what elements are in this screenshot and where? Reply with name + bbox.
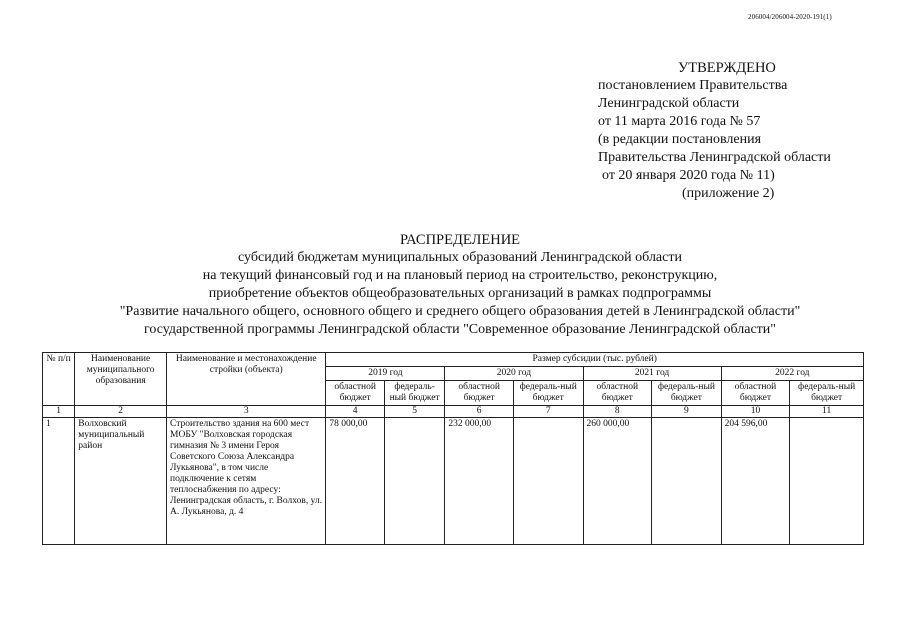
value-2022-regional: 204 596,00 (721, 418, 790, 545)
header-regional-budget: областной бюджет (326, 381, 384, 406)
subsidy-table (42, 352, 864, 545)
column-number: 2 (75, 406, 167, 418)
column-number: 11 (790, 406, 864, 418)
column-number: 6 (445, 406, 514, 418)
approval-line: Ленинградской области (598, 96, 740, 111)
header-year: 2022 год (721, 367, 863, 381)
row-municipality: Волховский муниципальный район (75, 418, 167, 545)
title-line: на текущий финансовый год и на плановый период на строительство, реконструкцию, (202, 268, 718, 283)
value-2021-regional: 260 000,00 (583, 418, 652, 545)
approval-line: (в редакции постановления (598, 132, 762, 147)
column-number: 4 (326, 406, 384, 418)
column-number: 1 (43, 406, 75, 418)
column-number: 10 (721, 406, 790, 418)
approval-line: постановлением Правительства (598, 78, 788, 93)
value-2019-regional: 78 000,00 (326, 418, 384, 545)
header-regional-budget: областной бюджет (721, 381, 790, 406)
document-title (60, 231, 860, 339)
approval-line: от 11 марта 2016 года № 57 (598, 114, 761, 129)
column-number: 7 (513, 406, 583, 418)
value-2021-federal (652, 418, 722, 545)
header-federal-budget: федераль-ный бюджет (790, 381, 864, 406)
value-2020-federal (513, 418, 583, 545)
row-object: Строительство здания на 600 мест МОБУ "Волховская городская гимназия № 3 имени Героя Советского Союза Александра Лукьянова", в том числе подключение к сетям теплоснабжения по адресу: Ленинградская область, г. Волхов, ул. А. Лукьянова, д. 4 (167, 418, 326, 545)
title-line: "Развитие начального общего, основного общего и среднего общего образования детей в Ленинградской области" (119, 304, 801, 319)
header-object: Наименование и местонахождение стройки (объекта) (167, 353, 326, 406)
title-line: государственной программы Ленинградской области "Современное образование Ленинградской области" (143, 322, 777, 337)
header-year: 2021 год (583, 367, 721, 381)
column-number: 5 (384, 406, 445, 418)
column-number: 8 (583, 406, 652, 418)
title-line: субсидий бюджетам муниципальных образований Ленинградской области (238, 250, 682, 265)
approval-line: от 20 января 2020 года № 11) (602, 168, 775, 183)
document-id: 206004/206004-2020-191(1) (748, 13, 832, 21)
header-municipality: Наименование муниципального образования (75, 353, 167, 406)
header-subsidy: Размер субсидии (тыс. рублей) (326, 353, 864, 367)
header-regional-budget: областной бюджет (583, 381, 652, 406)
value-2020-regional: 232 000,00 (445, 418, 514, 545)
header-no: № п/п (43, 353, 75, 406)
approval-stamp (598, 59, 831, 203)
title-heading: РАСПРЕДЕЛЕНИЕ (399, 232, 521, 248)
column-number: 9 (652, 406, 722, 418)
value-2022-federal (790, 418, 864, 545)
approval-line: (приложение 2) (682, 186, 775, 201)
approval-line: УТВЕРЖДЕНО (678, 60, 776, 76)
header-federal-budget: федераль-ный бюджет (513, 381, 583, 406)
title-line: приобретение объектов общеобразовательных организаций в рамках подпрограммы (208, 286, 712, 301)
row-number: 1 (43, 418, 75, 545)
column-number: 3 (167, 406, 326, 418)
table-row (43, 418, 864, 545)
header-year: 2019 год (326, 367, 445, 381)
header-federal-budget: федераль-ный бюджет (652, 381, 722, 406)
header-regional-budget: областной бюджет (445, 381, 514, 406)
approval-line: Правительства Ленинградской области (598, 150, 831, 165)
value-2019-federal (384, 418, 445, 545)
header-federal-budget: федераль-ный бюджет (384, 381, 445, 406)
header-year: 2020 год (445, 367, 583, 381)
